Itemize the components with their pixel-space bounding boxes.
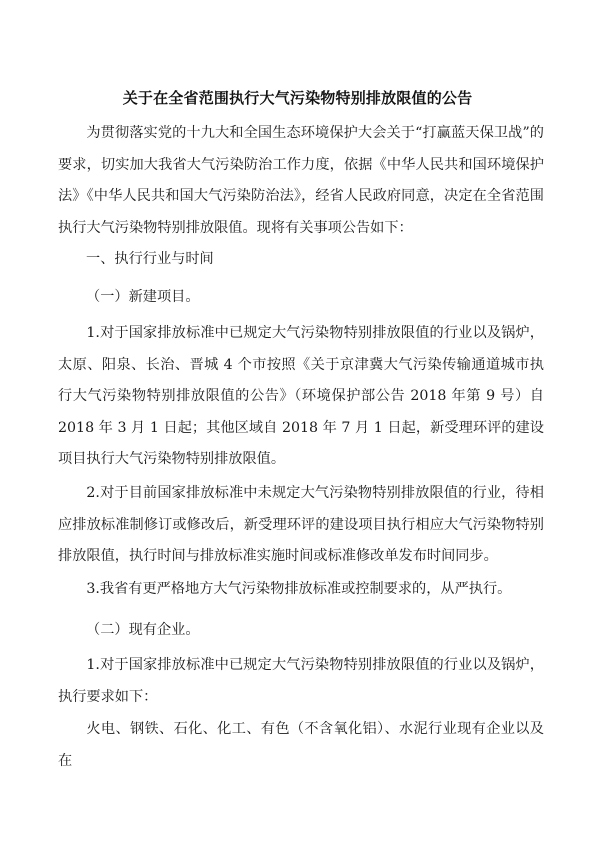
paragraph-existing-enterprises-item-1: 1.对于国家排放标准中已规定大气污染物特别排放限值的行业以及锅炉，执行要求如下：: [58, 657, 544, 705]
paragraph-existing-enterprises-detail: 火电、钢铁、石化、化工、有色（不含氧化铝）、水泥行业现有企业以及在: [58, 721, 544, 769]
subsection-heading-new-projects: （一）新建项目。: [86, 289, 200, 305]
paragraph-new-projects-item-1: 1.对于国家排放标准中已规定大气污染物特别排放限值的行业以及锅炉，太原、阳泉、长治、晋城 4 个市按照《关于京津冀大气污染传输通道城市执行大气污染物特别排放限值的公告》（环境保护部公告 2018 年第 9 号）自 2018 年 3 月 1 日起；其他区域自 2018 年 7 月 1 日起，新受理环评的建设项目执行大气污染物特别排放限值。: [58, 325, 544, 467]
document-title: 关于在全省范围执行大气污染物特别排放限值的公告: [122, 89, 473, 107]
intro-paragraph: 为贯彻落实党的十九大和全国生态环境保护大会关于“打赢蓝天保卫战”的要求，切实加大我省大气污染防治工作力度，依据《中华人民共和国环境保护法》《中华人民共和国大气污染防治法》，经省人民政府同意，决定在全省范围执行大气污染物特别排放限值。现将有关事项公告如下：: [58, 125, 544, 236]
paragraph-new-projects-item-3: 3.我省有更严格地方大气污染物排放标准或控制要求的，从严执行。: [86, 581, 512, 597]
section-heading-execution-industry-time: 一、执行行业与时间: [86, 251, 214, 267]
subsection-heading-existing-enterprises: （二）现有企业。: [86, 622, 200, 638]
paragraph-new-projects-item-2: 2.对于目前国家排放标准中未规定大气污染物特别排放限值的行业，待相应排放标准制修订或修改后，新受理环评的建设项目执行相应大气污染物特别排放限值，执行时间与排放标准实施时间或标准修改单发布时间同步。: [58, 485, 544, 564]
